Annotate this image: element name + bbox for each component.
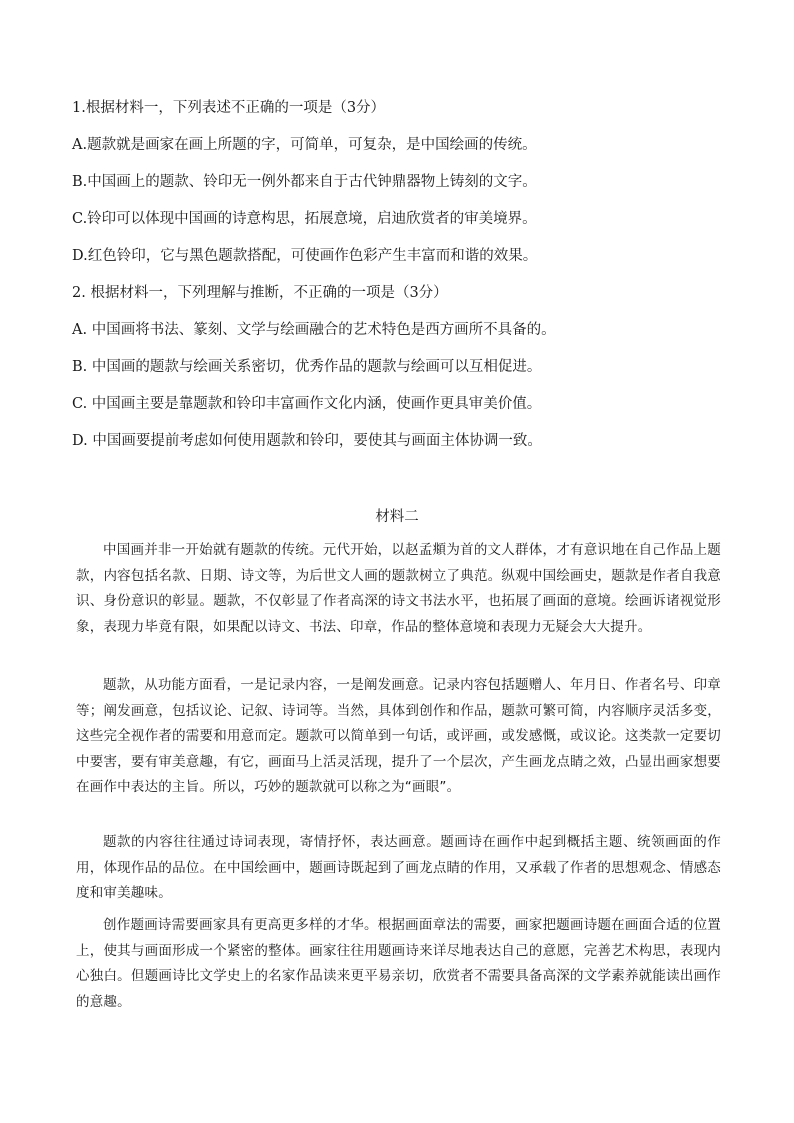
question-1-option-d: D.红色铃印，它与黑色题款搭配，可使画作色彩产生丰富而和谐的效果。 — [72, 248, 538, 264]
question-2 — [72, 283, 732, 468]
question-2-option-d: D. 中国画要提前考虑如何使用题款和铃印，要使其与画面主体协调一致。 — [72, 433, 542, 449]
question-1 — [72, 98, 732, 283]
question-2-option-b: B. 中国画的题款与绘画关系密切，优秀作品的题款与绘画可以互相促进。 — [72, 359, 542, 375]
material-paragraph-3: 题款的内容往往通过诗词表现，寄情抒怀，表达画意。题画诗在画作中起到概括主题、统领画面的作用，体现作品的品位。在中国绘画中，题画诗既起到了画龙点睛的作用，又承载了作者的思想观念、情感态度和审美趣味。 — [76, 834, 721, 901]
question-2-option-a: A. 中国画将书法、篆刻、文学与绘画融合的艺术特色是西方画所不具备的。 — [72, 322, 556, 338]
material-paragraph-2: 题款，从功能方面看，一是记录内容，一是阐发画意。记录内容包括题赠人、年月日、作者名号、印章等；阐发画意，包括议论、记叙、诗词等。当然，具体到创作和作品，题款可繁可简，内容顺序灵活多变，这些完全视作者的需要和用意而定。题款可以简单到一句话，或评画，或发感慨，或议论。这类款一定要切中要害，要有审美意趣，有它，画面马上活灵活现，提升了一个层次，产生画龙点睛之效，凸显出画家想要在画作中表达的主旨。所以，巧妙的题款就可以称之为“画眼”。 — [76, 677, 721, 795]
question-2-option-c: C. 中国画主要是靠题款和铃印丰富画作文化内涵，使画作更具审美价值。 — [72, 396, 542, 412]
question-2-stem: 2. 根据材料一，下列理解与推断，不正确的一项是（3分） — [72, 285, 448, 301]
material-paragraph-4: 创作题画诗需要画家具有更高更多样的才华。根据画面章法的需要，画家把题画诗题在画面合适的位置上，使其与画面形成一个紧密的整体。画家往往用题画诗来详尽地表达自己的意愿，完善艺术构思，表现内心独白。但题画诗比文学史上的名家作品读来更平易亲切，欣赏者不需要具备高深的文学素养就能读出画作的意趣。 — [76, 917, 721, 1010]
material-paragraph-1: 中国画并非一开始就有题款的传统。元代开始，以赵孟頫为首的文人群体，才有意识地在自己作品上题款，内容包括名款、日期、诗文等，为后世文人画的题款树立了典范。纵观中国绘画史，题款是作者自我意识、身份意识的彰显。题款，不仅彰显了作者高深的诗文书法水平，也拓展了画面的意境。绘画诉诸视觉形象，表现力毕竟有限，如果配以诗文、书法、印章，作品的整体意境和表现力无疑会大大提升。 — [76, 542, 721, 635]
question-1-stem: 1.根据材料一，下列表述不正确的一项是（3分） — [72, 100, 386, 116]
question-1-option-c: C.铃印可以体现中国画的诗意构思，拓展意境，启迪欣赏者的审美境界。 — [72, 211, 537, 227]
material-two-title: 材料二 — [375, 509, 419, 525]
question-1-option-b: B.中国画上的题款、铃印无一例外都来自于古代钟鼎器物上铸刻的文字。 — [72, 174, 537, 190]
question-1-option-a: A.题款就是画家在画上所题的字，可简单，可复杂，是中国绘画的传统。 — [72, 137, 537, 153]
